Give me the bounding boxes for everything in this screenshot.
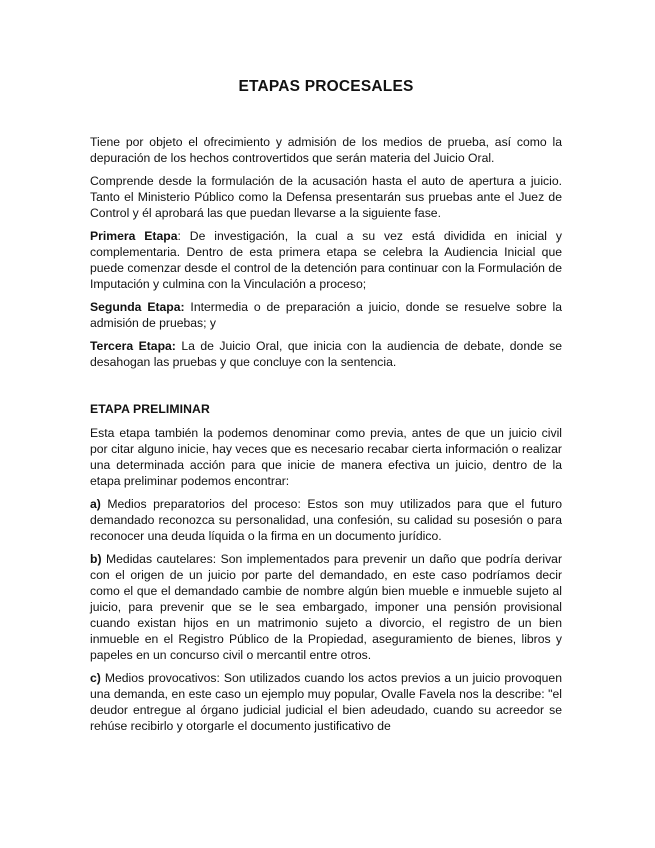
item-paragraph-c [90, 670, 562, 734]
intro-paragraph-1: Tiene por objeto el ofrecimiento y admisión de los medios de prueba, así como la depuración de los hechos controvertidos que serán materia del Juicio Oral. [90, 135, 562, 165]
stage-paragraph-tercera [90, 338, 562, 370]
intro-paragraph-2: Comprende desde la formulación de la acusación hasta el auto de apertura a juicio. Tanto el Ministerio Público como la Defensa presentarán sus pruebas ante el Juez de Control y él aprobará las que puedan llevarse a la siguiente fase. [90, 174, 562, 220]
stage-text-tercera: La de Juicio Oral, que inicia con la audiencia de debate, donde se desahogan las pruebas y que concluye con la sentencia. [90, 339, 562, 369]
section-intro-paragraph: Esta etapa también la podemos denominar como previa, antes de que un juicio civil por citar alguno inicie, hay veces que es necesario recabar cierta información o realizar una determinada acción para que inicie de manera efectiva un juicio, dentro de la etapa preliminar podemos encontrar: [90, 426, 562, 488]
item-text-a: Medios preparatorios del proceso: Estos son muy utilizados para que el futuro demandado reconozca su personalidad, una confesión, su calidad su posesión o para reconocer una deuda líquida o la firma en un documento jurídico. [90, 497, 562, 543]
item-lead-a: a) [90, 497, 101, 511]
stage-paragraph-segunda [90, 299, 562, 331]
item-text-c: Medios provocativos: Son utilizados cuando los actos previos a un juicio provoquen una demanda, en este caso un ejemplo muy popular, Ovalle Favela nos la describe: "el deudor entregue al órgano judicial judicial el bien adeudado, cuando su acreedor se rehúse recibirlo y otorgarle el documento justificativo de [90, 671, 562, 733]
stage-lead-tercera: Tercera Etapa: [90, 339, 176, 353]
document-title: ETAPAS PROCESALES [238, 78, 414, 95]
stage-text-segunda: Intermedia o de preparación a juicio, donde se resuelve sobre la admisión de pruebas; y [90, 300, 562, 330]
item-text-b: Medidas cautelares: Son implementados para prevenir un daño que podría derivar con el origen de un juicio por parte del demandado, en este caso podríamos decir como el que el demandado cambie de nombre algún bien mueble e inmueble sujeto al juicio, para prevenir que se le sea embargado, imponer una pensión provisional cuando existan hijos en un matrimonio sujeto a divorcio, el registro de un bien inmueble en el Registro Público de la Propiedad, aseguramiento de bienes, libros y papeles en un concurso civil o mercantil entre otros. [90, 552, 562, 662]
stage-paragraph-primera [90, 228, 562, 292]
item-lead-b: b) [90, 552, 102, 566]
stage-lead-primera: Primera Etapa [90, 229, 178, 243]
stage-text-primera: : De investigación, la cual a su vez está dividida en inicial y complementaria. Dentro de esta primera etapa se celebra la Audiencia Inicial que puede comenzar desde el control de la detención para continuar con la Formulación de Imputación y culmina con la Vinculación a proceso; [90, 229, 562, 291]
item-paragraph-b [90, 551, 562, 663]
section-heading-etapa-preliminar: ETAPA PRELIMINAR [90, 402, 210, 416]
stage-lead-segunda: Segunda Etapa: [90, 300, 185, 314]
item-paragraph-a [90, 496, 562, 544]
item-lead-c: c) [90, 671, 101, 685]
document-body [90, 134, 562, 734]
